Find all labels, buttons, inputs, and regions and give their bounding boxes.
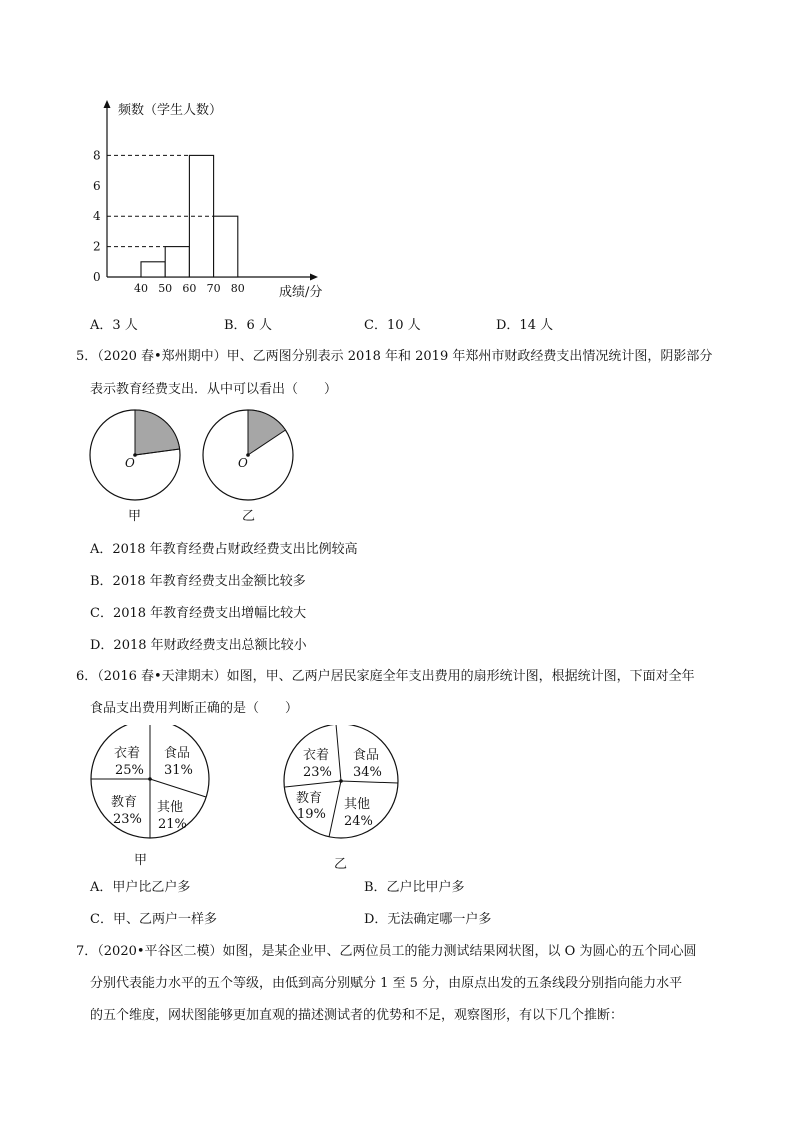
q6-right-label-clothing: 衣着	[303, 748, 330, 763]
q5-pie-left-center-label: O	[125, 456, 135, 470]
q6-option-d[interactable]: D．无法确定哪一户多	[364, 912, 492, 927]
q6-option-b[interactable]: B．乙户比甲户多	[364, 880, 465, 895]
q5-pie-right-center-label: O	[238, 456, 248, 470]
q6-right-label-other: 其他	[344, 797, 371, 812]
histogram-xtick-40: 40	[134, 282, 148, 295]
q6-left-value-clothing: 25%	[115, 763, 144, 778]
q6-option-a[interactable]: A．甲户比乙户多	[90, 880, 191, 895]
q6-right-label-education: 教育	[296, 791, 323, 806]
q6-caption-right: 乙	[334, 857, 348, 872]
q6-left-label-clothing: 衣着	[114, 746, 141, 761]
q7-stem-line1: 7．（2020•平谷区二模）如图，是某企业甲、乙两位员工的能力测试结果网状图，以 O 为圆心的五个同心圆	[76, 944, 697, 959]
q6-pie-right-center	[339, 779, 343, 783]
histogram-bar-40-50	[141, 262, 165, 277]
q5-caption-right: 乙	[242, 509, 256, 524]
histogram-ytick-0: 0	[93, 270, 101, 284]
q5-option-a[interactable]: A．2018 年教育经费占财政经费支出比例较高	[90, 542, 358, 557]
x-axis-arrow	[310, 274, 318, 281]
q6-caption-left: 甲	[134, 853, 148, 868]
histogram-ytick-4: 4	[93, 209, 101, 224]
q6-left-value-education: 23%	[113, 812, 142, 827]
histogram-ylabel: 频数（学生人数）	[118, 103, 223, 118]
q5-pie-left-shaded-sector	[135, 410, 180, 455]
q5-option-b[interactable]: B．2018 年教育经费支出金额比较多	[90, 574, 306, 589]
q6-left-label-education: 教育	[111, 795, 138, 810]
y-axis-arrow	[104, 100, 111, 108]
q6-stem-line2: 食品支出费用判断正确的是（ ）	[90, 701, 299, 716]
q5-stem-line2: 表示教育经费支出．从中可以看出（ ）	[90, 382, 338, 397]
q6-option-c[interactable]: C．甲、乙两户一样多	[90, 912, 217, 927]
q6-left-label-other: 其他	[157, 800, 184, 815]
q6-left-value-food: 31%	[164, 763, 193, 778]
histogram-xtick-50: 50	[158, 282, 173, 295]
q6-stem-line1: 6．（2016 春•天津期末）如图，甲、乙两户居民家庭全年支出费用的扇形统计图，根据统计图，下面对全年	[76, 669, 695, 684]
histogram-xtick-70: 70	[206, 282, 221, 295]
q6-right-value-education: 19%	[297, 807, 326, 822]
q6-right-value-food: 34%	[353, 765, 382, 780]
q4-option-c[interactable]: C．10 人	[364, 318, 421, 333]
q5-stem-line1: 5．（2020 春•郑州期中）甲、乙两图分别表示 2018 年和 2019 年郑州市财政经费支出情况统计图，阴影部分	[76, 349, 713, 364]
q6-right-value-clothing: 23%	[303, 765, 332, 780]
q4-option-b[interactable]: B．6 人	[224, 318, 272, 333]
histogram-ytick-8: 8	[93, 148, 101, 163]
q6-left-label-food: 食品	[164, 746, 191, 761]
histogram-bar-50-60	[165, 247, 189, 277]
histogram-bar-70-80	[214, 216, 238, 277]
q5-option-d[interactable]: D．2018 年财政经费支出总额比较小	[90, 638, 307, 653]
q6-pie-left-center	[148, 777, 152, 781]
q5-caption-left: 甲	[128, 509, 142, 524]
histogram-xtick-60: 60	[182, 282, 197, 295]
q6-right-value-other: 24%	[344, 814, 373, 829]
q4-option-a[interactable]: A．3 人	[90, 318, 138, 333]
histogram-ytick-2: 2	[93, 239, 101, 254]
frequency-histogram	[0, 0, 794, 310]
q5-option-c[interactable]: C．2018 年教育经费支出增幅比较大	[90, 606, 307, 621]
q7-stem-line3: 的五个维度，网状图能够更加直观的描述测试者的优势和不足，观察图形，有以下几个推断：	[90, 1008, 624, 1023]
q7-stem-line2: 分别代表能力水平的五个等级，由低到高分别赋分 1 至 5 分，由原点出发的五条线段分别指向能力水平	[90, 976, 683, 991]
q4-option-d[interactable]: D．14 人	[496, 318, 554, 333]
q6-pie-charts	[0, 725, 794, 860]
histogram-xtick-80: 80	[230, 282, 245, 295]
q6-right-label-food: 食品	[353, 748, 380, 763]
histogram-ytick-6: 6	[93, 178, 101, 193]
histogram-xlabel: 成绩/分	[279, 285, 323, 300]
q6-left-value-other: 21%	[158, 817, 187, 832]
q5-pie-charts	[0, 405, 794, 525]
